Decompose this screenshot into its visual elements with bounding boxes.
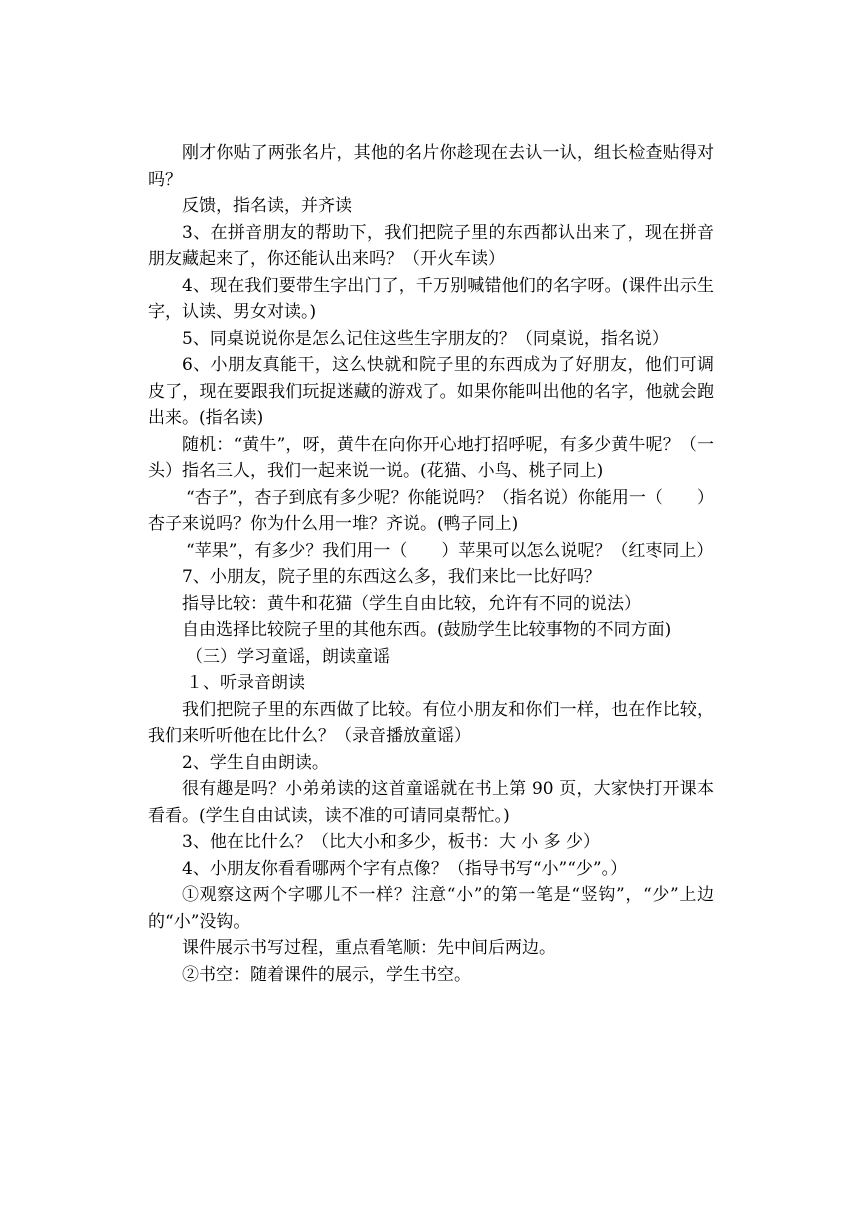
paragraph-22: ②书空：随着课件的展示，学生书空。: [182, 964, 471, 985]
paragraph-21: 课件展示书写过程，重点看笔顺：先中间后两边。: [182, 938, 556, 958]
paragraph-2: 反馈，指名读，并齐读: [182, 196, 352, 216]
paragraph-7: 随机：“黄牛”，呀，黄牛在向你开心地打招呼呢，有多少黄牛呢？（一头）指名三人，我们一起来说一说。(花猫、小鸟、桃子同上): [148, 434, 714, 481]
paragraph-18: 3、他在比什么？（比大小和多少，板书：大 小 多 少）: [182, 832, 601, 852]
paragraph-9: “苹果”，有多少？我们用一（ ）苹果可以怎么说呢？（红枣同上）: [186, 540, 714, 561]
paragraph-1: 刚才你贴了两张名片，其他的名片你趁现在去认一认，组长检查贴得对吗？: [148, 143, 714, 190]
document-page: [148, 140, 714, 988]
paragraph-5: 5、同桌说说你是怎么记住这些生字朋友的？（同桌说，指名说）: [182, 328, 669, 349]
paragraph-11: 指导比较：黄牛和花猫（学生自由比较，允许有不同的说法）: [182, 593, 641, 614]
paragraph-6: 6、小朋友真能干，这么快就和院子里的东西成为了好朋友，他们可调皮了，现在要跟我们玩捉迷藏的游戏了。如果你能叫出他的名字，他就会跑出来。(指名读): [148, 355, 714, 428]
paragraph-17: 很有趣是吗？小弟弟读的这首童谣就在书上第 90 页，大家快打开课本看看。(学生自由试读，读不准的可请同桌帮忙。): [148, 779, 714, 826]
paragraph-4: 4、现在我们要带生字出门了，千万别喊错他们的名字呀。(课件出示生字，认读、男女对读。): [148, 275, 714, 322]
section-heading: （三）学习童谣，朗读童谣: [186, 646, 390, 667]
paragraph-15: 我们把院子里的东西做了比较。有位小朋友和你们一样，也在作比较，我们来听听他在比什么？（录音播放童谣）: [148, 699, 714, 746]
paragraph-19: 4、小朋友你看看哪两个字有点像？（指导书写“小”“少”。）: [182, 858, 628, 879]
paragraph-10: 7、小朋友，院子里的东西这么多，我们来比一比好吗？: [182, 567, 601, 587]
paragraph-14: １、听录音朗读: [186, 673, 305, 693]
paragraph-12: 自由选择比较院子里的其他东西。(鼓励学生比较事物的不同方面): [182, 620, 672, 640]
paragraph-3: 3、在拼音朋友的帮助下，我们把院子里的东西都认出来了，现在拼音朋友藏起来了，你还能认出来吗？（开火车读）: [148, 222, 714, 269]
paragraph-16: 2、学生自由朗读。: [182, 752, 329, 773]
paragraph-20: ①观察这两个字哪儿不一样？注意“小”的第一笔是“竖钩”，“少”上边的“小”没钩。: [148, 885, 714, 932]
paragraph-8: “杏子”，杏子到底有多少呢？你能说吗？（指名说）你能用一（ ）杏子来说吗？你为什么用一堆？齐说。(鸭子同上): [148, 487, 714, 534]
